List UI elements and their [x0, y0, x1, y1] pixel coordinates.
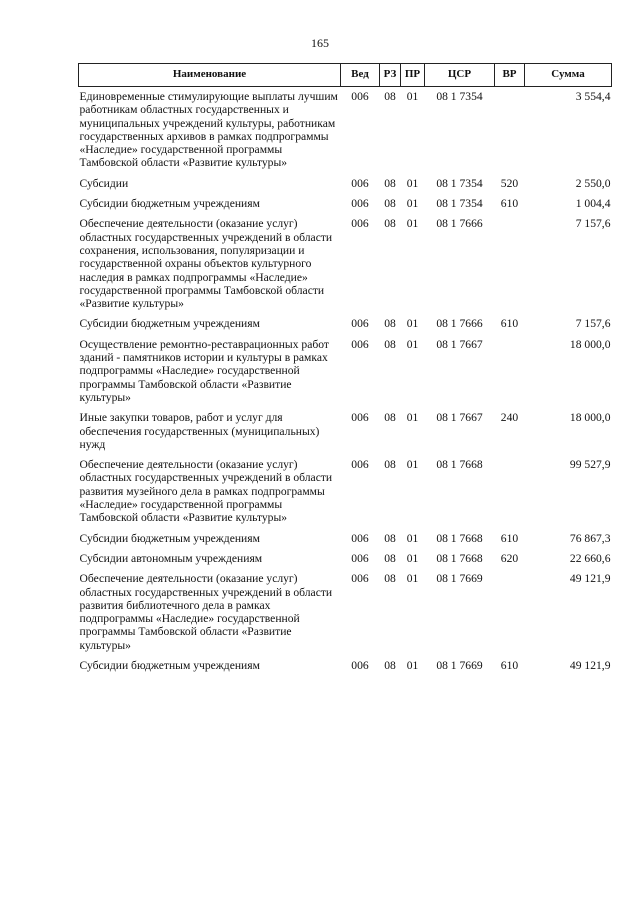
cell-name: Субсидии бюджетным учреждениям	[79, 531, 260, 545]
header-vr: ВР	[495, 64, 525, 87]
cell-pr: 01	[406, 458, 419, 472]
header-sum: Сумма	[525, 64, 612, 87]
cell-name: Субсидии бюджетным учреждениям	[79, 317, 260, 331]
table-row	[79, 411, 612, 458]
table-row	[79, 217, 612, 317]
budget-table	[78, 63, 612, 679]
cell-csr: 08 1 7354	[436, 90, 483, 103]
header-row	[79, 64, 612, 87]
cell-sum: 1 004,4	[575, 197, 611, 211]
cell-sum: 49 121,9	[569, 572, 611, 586]
cell-name: Иные закупки товаров, работ и услуг для обеспечения государственных (муниципальных) нужд	[79, 411, 320, 451]
cell-csr: 08 1 7669	[436, 572, 483, 586]
cell-vr: 610	[500, 658, 519, 672]
header-pr: ПР	[401, 64, 425, 87]
table-body	[79, 87, 612, 680]
cell-pr: 01	[406, 197, 419, 211]
table-row	[79, 659, 612, 679]
cell-ved: 006	[351, 531, 369, 545]
table-row	[79, 87, 612, 177]
cell-name: Субсидии автономным учреждениям	[79, 551, 263, 565]
cell-ved: 006	[351, 176, 369, 190]
cell-csr: 08 1 7666	[436, 217, 483, 231]
cell-csr: 08 1 7668	[436, 551, 483, 565]
cell-csr: 08 1 7667	[436, 337, 483, 351]
cell-csr: 08 1 7666	[436, 317, 483, 331]
cell-pr: 01	[406, 658, 419, 672]
cell-csr: 08 1 7669	[436, 658, 483, 672]
table-row	[79, 532, 612, 552]
table-row	[79, 197, 612, 217]
cell-ved: 006	[351, 411, 369, 425]
cell-sum: 49 121,9	[569, 658, 611, 672]
cell-rz: 08	[384, 176, 396, 190]
cell-pr: 01	[406, 317, 419, 331]
header-ved: Вед	[341, 64, 380, 87]
cell-sum: 22 660,6	[569, 551, 611, 565]
cell-sum: 7 157,6	[575, 317, 611, 331]
cell-csr: 08 1 7668	[436, 458, 483, 472]
cell-vr: 610	[500, 531, 519, 545]
cell-pr: 01	[406, 411, 419, 425]
cell-rz: 08	[384, 458, 396, 472]
cell-ved: 006	[351, 197, 369, 211]
cell-pr: 01	[406, 217, 419, 231]
cell-vr	[495, 572, 525, 659]
cell-sum: 7 157,6	[575, 217, 611, 231]
table-header	[79, 64, 612, 87]
cell-rz: 08	[384, 317, 396, 331]
cell-sum: 2 550,0	[575, 176, 611, 190]
cell-csr: 08 1 7354	[436, 176, 483, 190]
table-row	[79, 458, 612, 531]
header-csr: ЦСР	[425, 64, 495, 87]
cell-vr	[495, 458, 525, 531]
cell-name: Субсидии	[79, 176, 129, 190]
cell-vr: 620	[500, 551, 519, 565]
cell-name: Субсидии бюджетным учреждениям	[79, 197, 260, 211]
cell-pr: 01	[406, 531, 419, 545]
cell-name: Субсидии бюджетным учреждениям	[79, 658, 260, 672]
cell-vr	[495, 87, 525, 177]
cell-sum: 3 554,4	[575, 90, 611, 103]
cell-sum: 18 000,0	[569, 411, 611, 425]
cell-rz: 08	[384, 337, 396, 351]
cell-vr: 240	[500, 411, 519, 425]
cell-pr: 01	[406, 176, 419, 190]
cell-ved: 006	[351, 317, 369, 331]
cell-ved: 006	[351, 572, 369, 586]
cell-name: Обеспечение деятельности (оказание услуг) областных государственных учреждений в области развития библиотечного дела в рамках подпрограммы «Наследие» государственной программы Тамбовской области «Развитие культуры»	[79, 572, 333, 652]
cell-rz: 08	[384, 217, 396, 231]
cell-name: Обеспечение деятельности (оказание услуг) областных государственных учреждений в области развития музейного дела в рамках подпрограммы «Наследие» государственной программы Тамбовской области «Развитие культуры»	[79, 458, 333, 525]
cell-ved: 006	[351, 90, 369, 103]
table-row	[79, 317, 612, 337]
cell-sum: 76 867,3	[569, 531, 611, 545]
cell-rz: 08	[384, 90, 396, 103]
cell-pr: 01	[406, 337, 419, 351]
cell-rz: 08	[384, 572, 396, 586]
cell-ved: 006	[351, 658, 369, 672]
cell-vr: 610	[500, 317, 519, 331]
table-row	[79, 552, 612, 572]
table-row	[79, 572, 612, 659]
cell-rz: 08	[384, 197, 396, 211]
cell-name: Единовременные стимулирующие выплаты лучшим работникам областных государственных и муниципальных учреждений культуры, работникам государственных архивов в рамках подпрограммы «Наследие» государственной программы Тамбовской области «Развитие культуры»	[79, 90, 338, 170]
cell-pr: 01	[406, 572, 419, 586]
cell-csr: 08 1 7667	[436, 411, 483, 425]
cell-pr: 01	[406, 90, 419, 103]
cell-rz: 08	[384, 551, 396, 565]
cell-ved: 006	[351, 337, 369, 351]
cell-name: Обеспечение деятельности (оказание услуг) областных государственных учреждений в области сохранения, использования, популяризации и государственной охраны объектов культурного наследия в рамках подпрограммы «Наследие» государственной программы Тамбовской области «Развитие культуры»	[79, 217, 333, 311]
table-row	[79, 177, 612, 197]
cell-ved: 006	[351, 458, 369, 472]
cell-rz: 08	[384, 531, 396, 545]
cell-sum: 99 527,9	[569, 458, 611, 472]
cell-sum: 18 000,0	[569, 337, 611, 351]
cell-name: Осуществление ремонтно-реставрационных работ зданий - памятников истории и культуры в рамках подпрограммы «Наследие» государственной программы Тамбовской области «Развитие культуры»	[79, 337, 329, 404]
cell-vr	[495, 338, 525, 411]
cell-pr: 01	[406, 551, 419, 565]
cell-vr: 520	[500, 176, 519, 190]
cell-ved: 006	[351, 551, 369, 565]
header-rz: РЗ	[380, 64, 401, 87]
cell-csr: 08 1 7668	[436, 531, 483, 545]
cell-vr: 610	[500, 197, 519, 211]
cell-rz: 08	[384, 658, 396, 672]
cell-vr	[495, 217, 525, 317]
header-name: Наименование	[79, 64, 341, 87]
cell-ved: 006	[351, 217, 369, 231]
cell-rz: 08	[384, 411, 396, 425]
page-number: 165	[311, 36, 329, 50]
table-row	[79, 338, 612, 411]
cell-csr: 08 1 7354	[436, 197, 483, 211]
